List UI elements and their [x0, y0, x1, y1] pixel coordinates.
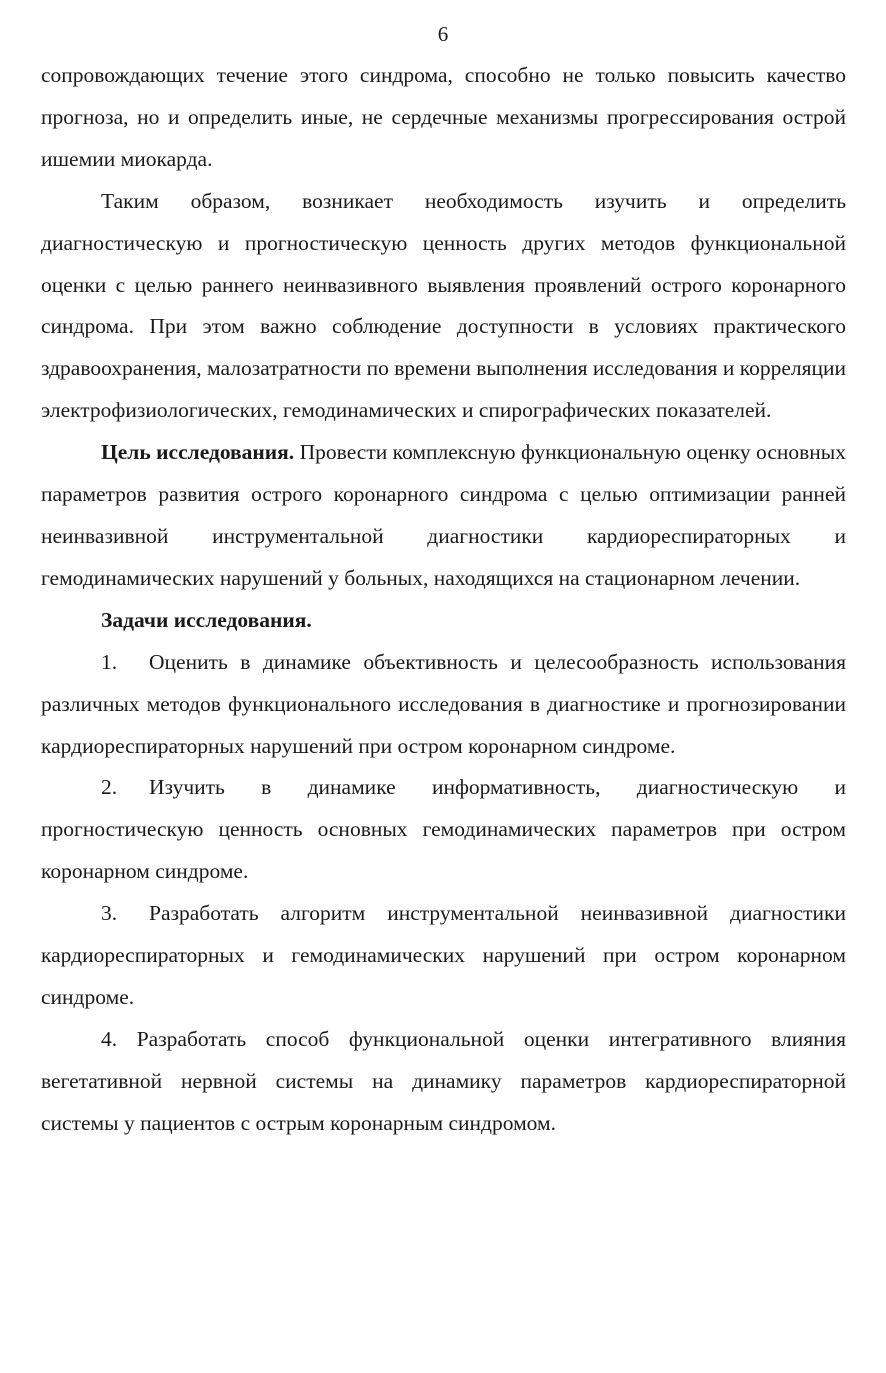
- task-number: 2.: [101, 775, 118, 800]
- paragraph-continuation: сопровождающих течение этого синдрома, способно не только повысить качество прогноза, но и определить иные, не сердечные механизмы прогрессирования острой ишемии миокарда.: [41, 63, 846, 171]
- tasks-heading: Задачи исследования.: [101, 607, 312, 632]
- task-item-4: [41, 1019, 846, 1145]
- goal-label: Цель исследования.: [101, 440, 295, 465]
- task-text: Разработать алгоритм инструментальной неинвазивной диагностики кардиореспираторных и гемодинамических нарушений при остром коронарном синдроме.: [41, 901, 846, 1009]
- task-text: Оценить в динамике объективность и целесообразность использования различных методов функционального исследования в диагностике и прогнозировании кардиореспираторных нарушений при остром коронарном синдроме.: [41, 649, 846, 758]
- task-number: 1.: [101, 649, 118, 674]
- document-body: [41, 55, 846, 1145]
- page-number: 6: [437, 22, 449, 46]
- task-text: Разработать способ функциональной оценки интегративного влияния вегетативной нервной системы на динамику параметров кардиореспираторной системы у пациентов с острым коронарным синдромом.: [41, 1026, 846, 1135]
- task-item-3: [41, 893, 846, 1019]
- task-number: 3.: [101, 901, 118, 926]
- task-text: Изучить в динамике информативность, диагностическую и прогностическую ценность основных гемодинамических параметров при остром коронарном синдроме.: [41, 775, 846, 884]
- paragraph-goal: [41, 432, 846, 600]
- task-item-2: [41, 767, 846, 893]
- task-number: 4.: [101, 1026, 118, 1051]
- goal-text: Провести комплексную функциональную оценку основных параметров развития острого коронарного синдрома с целью оптимизации ранней неинвазивной инструментальной диагностики кардиореспираторных и гемодинамических нарушений у больных, находящихся на стационарном лечении.: [41, 440, 846, 590]
- paragraph-necessity: Таким образом, возникает необходимость изучить и определить диагностическую и прогностическую ценность других методов функциональной оценки с целью раннего неинвазивного выявления проявлений острого коронарного синдрома. При этом важно соблюдение доступности в условиях практического здравоохранения, малозатратности по времени выполнения исследования и корреляции электрофизиологических, гемодинамических и спирографических показателей.: [41, 188, 846, 423]
- task-item-1: [41, 642, 846, 768]
